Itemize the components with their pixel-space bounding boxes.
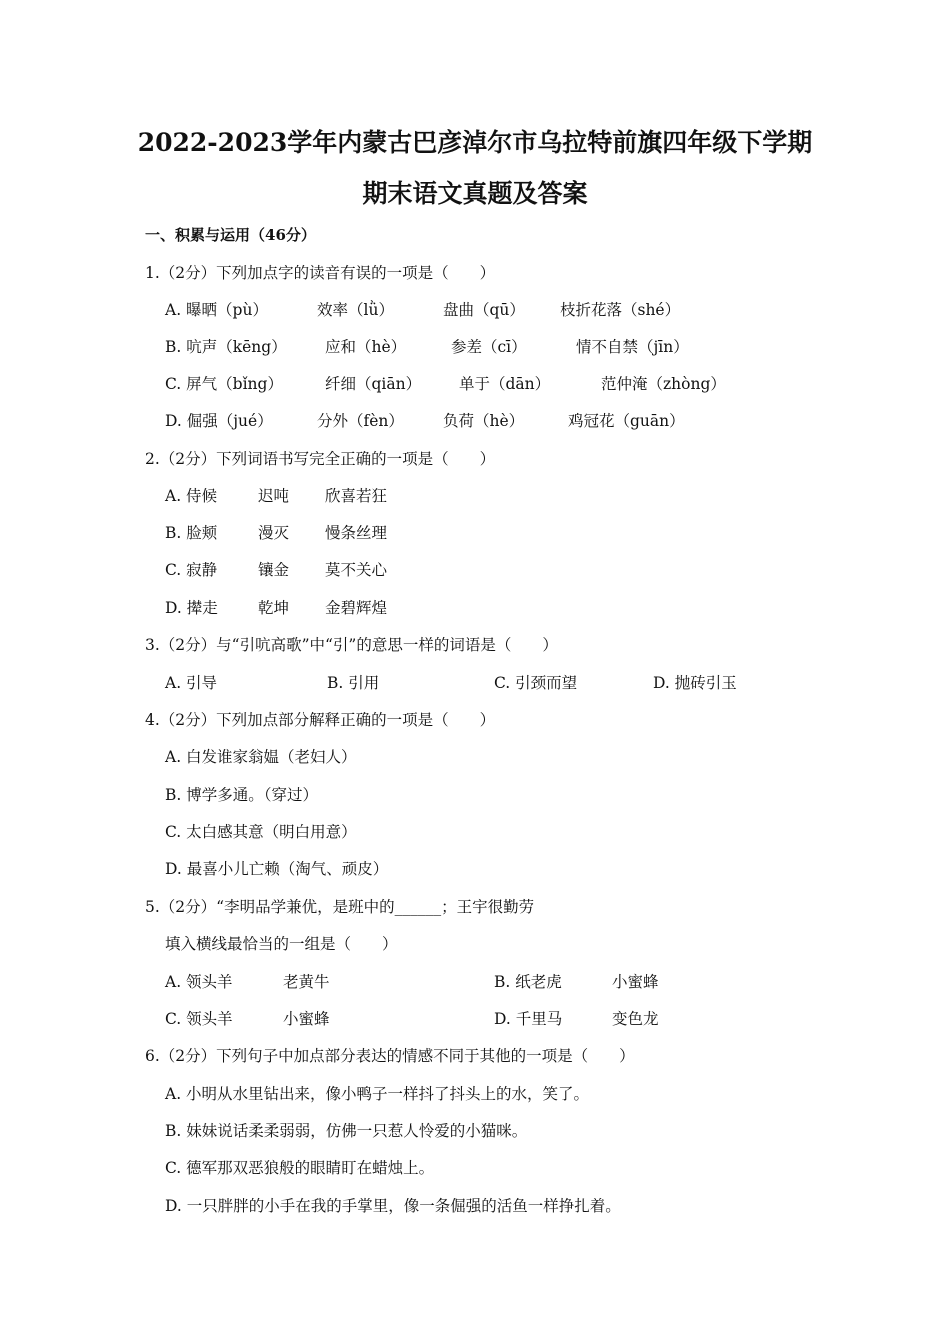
option-item: B. 脸颊	[165, 524, 218, 542]
question-2-option-a	[0, 484, 950, 508]
question-6-option-b: B. 妹妹说话柔柔弱弱，仿佛一只惹人怜爱的小猫咪。	[165, 1122, 528, 1140]
option-item: 变色龙	[612, 1010, 659, 1028]
option-item: D. 倔强（jué）	[165, 412, 273, 430]
question-1-stem: 1.（2分）下列加点字的读音有误的一项是（ ）	[145, 264, 496, 282]
option-item: 小蜜蜂	[283, 1010, 330, 1028]
question-2-option-d	[0, 596, 950, 620]
option-item: C. 屏气（bǐng）	[165, 375, 283, 393]
option-item: B. 引用	[327, 674, 380, 692]
question-4-option-d: D. 最喜小儿亡赖（淘气、顽皮）	[165, 860, 389, 878]
option-item: 分外（fèn）	[317, 412, 404, 430]
question-4-stem: 4.（2分）下列加点部分解释正确的一项是（ ）	[145, 711, 496, 729]
document-title-line-1: 2022-2023学年内蒙古巴彦淖尔市乌拉特前旗四年级下学期	[137, 128, 813, 157]
document-title-line-2: 期末语文真题及答案	[362, 179, 588, 208]
question-3-stem: 3.（2分）与“引吭高歌”中“引”的意思一样的词语是（ ）	[145, 636, 558, 654]
option-item: 应和（hè）	[325, 338, 407, 356]
question-3-options	[0, 671, 950, 695]
option-item: 乾坤	[258, 599, 290, 617]
question-5-stem: 5.（2分）“李明品学兼优，是班中的______；王宇很勤劳	[145, 898, 535, 916]
option-item: 金碧辉煌	[325, 599, 388, 617]
question-6-stem: 6.（2分）下列句子中加点部分表达的情感不同于其他的一项是（ ）	[145, 1047, 635, 1065]
option-item: 慢条丝理	[325, 524, 388, 542]
question-1-option-c	[0, 372, 950, 396]
question-6-option-c: C. 德军那双恶狼般的眼睛盯在蜡烛上。	[165, 1159, 435, 1177]
option-item: 镶金	[258, 561, 290, 579]
option-item: 枝折花落（shé）	[560, 301, 681, 319]
question-2-stem: 2.（2分）下列词语书写完全正确的一项是（ ）	[145, 450, 496, 468]
section-heading: 一、积累与运用（46分）	[145, 226, 316, 244]
option-item: 莫不关心	[325, 561, 388, 579]
option-item: 负荷（hè）	[443, 412, 525, 430]
question-2-option-c	[0, 558, 950, 582]
option-item: 欣喜若狂	[325, 487, 388, 505]
question-5-options-row-1	[0, 970, 950, 994]
option-item: 鸡冠花（guān）	[568, 412, 685, 430]
option-item: 效率（lǜ）	[317, 301, 394, 319]
question-5-options-row-2	[0, 1007, 950, 1031]
question-4-option-c: C. 太白感其意（明白用意）	[165, 823, 357, 841]
option-item: 范仲淹（zhòng）	[601, 375, 726, 393]
option-item: B. 吭声（kēng）	[165, 338, 287, 356]
option-item: A. 侍候	[165, 487, 218, 505]
question-5-subprompt: 填入横线最恰当的一组是（ ）	[165, 935, 398, 953]
option-item: B. 纸老虎	[494, 973, 562, 991]
question-4-option-b: B. 博学多通。（穿过）	[165, 786, 318, 804]
option-item: D. 千里马	[494, 1010, 563, 1028]
option-item: A. 曝晒（pù）	[165, 301, 268, 319]
question-1-option-a	[0, 298, 950, 322]
option-item: 老黄牛	[283, 973, 330, 991]
option-item: A. 领头羊	[165, 973, 233, 991]
question-6-option-d: D. 一只胖胖的小手在我的手掌里，像一条倔强的活鱼一样挣扎着。	[165, 1197, 621, 1215]
option-item: 纤细（qiān）	[325, 375, 422, 393]
question-1-option-d	[0, 409, 950, 433]
option-item: 迟吨	[258, 487, 290, 505]
option-item: 单于（dān）	[459, 375, 551, 393]
option-item: C. 寂静	[165, 561, 218, 579]
option-item: C. 领头羊	[165, 1010, 233, 1028]
option-item: D. 撵走	[165, 599, 218, 617]
question-2-option-b	[0, 521, 950, 545]
option-item: 小蜜蜂	[612, 973, 659, 991]
option-item: 漫灭	[258, 524, 290, 542]
option-item: 情不自禁（jīn）	[576, 338, 689, 356]
option-item: C. 引颈而望	[494, 674, 578, 692]
question-6-option-a: A. 小明从水里钻出来，像小鸭子一样抖了抖头上的水，笑了。	[165, 1085, 590, 1103]
option-item: 盘曲（qū）	[443, 301, 525, 319]
option-item: 参差（cī）	[451, 338, 527, 356]
question-4-option-a: A. 白发谁家翁媪（老妇人）	[165, 748, 357, 766]
option-item: D. 抛砖引玉	[653, 674, 737, 692]
option-item: A. 引导	[165, 674, 218, 692]
question-1-option-b	[0, 335, 950, 359]
